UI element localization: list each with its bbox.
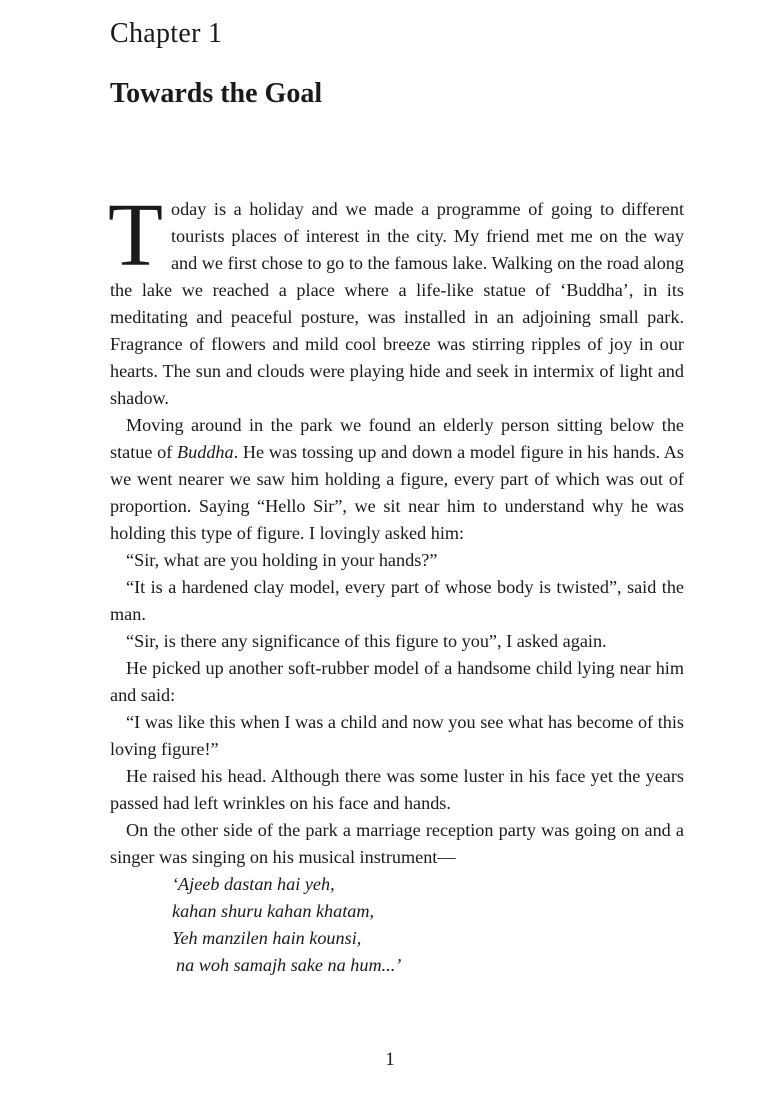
chapter-title: Towards the Goal bbox=[110, 78, 323, 109]
paragraph-7: “I was like this when I was a child and now you see what has become of this loving figure!” bbox=[110, 712, 684, 759]
chapter-body bbox=[108, 186, 684, 979]
chapter-label: Chapter 1 bbox=[110, 18, 223, 49]
verse-line: na woh samajh sake na hum...’ bbox=[176, 955, 402, 975]
verse-line: Yeh manzilen hain kounsi, bbox=[172, 928, 362, 948]
verse-line: kahan shuru kahan khatam, bbox=[172, 901, 375, 921]
paragraph-9: On the other side of the park a marriage reception party was going on and a singer was singing on his musical instrument— bbox=[110, 820, 684, 867]
song-verse bbox=[110, 871, 684, 979]
paragraph-1-text: oday is a holiday and we made a programme of going to different tourists places of interest in the city. My friend met me on the way and we first chose to go to the famous lake. Walking on the road along the lake we reached a place where a life-like statue of ‘Buddha’, in its meditating and peaceful posture, was installed in an adjoining small park. Fragrance of flowers and mild cool breeze was stirring ripples of joy in our hearts. The sun and clouds were playing hide and seek in intermix of light and shadow. bbox=[110, 199, 684, 408]
paragraph-5: “Sir, is there any significance of this figure to you”, I asked again. bbox=[126, 631, 607, 651]
drop-cap: T bbox=[108, 186, 163, 285]
paragraph-8: He raised his head. Although there was some luster in his face yet the years passed had left wrinkles on his face and hands. bbox=[110, 766, 684, 813]
paragraph-4: “It is a hardened clay model, every part of whose body is twisted”, said the man. bbox=[110, 577, 684, 624]
paragraph-2-text-before: Moving around in the park we found an elderly person sitting below the statue of bbox=[110, 415, 684, 462]
paragraph-2-italic: Buddha bbox=[177, 442, 234, 462]
page-number: 1 bbox=[385, 1049, 395, 1070]
paragraph-2-text-after: . He was tossing up and down a model figure in his hands. As we went nearer we saw him holding a figure, every part of which was out of proportion. Saying “Hello Sir”, we sit near him to understand why he was holding this type of figure. I lovingly asked him: bbox=[110, 442, 684, 543]
paragraph-1 bbox=[108, 186, 684, 412]
paragraph-6: He picked up another soft-rubber model of a handsome child lying near him and said: bbox=[110, 658, 684, 705]
paragraph-3: “Sir, what are you holding in your hands?” bbox=[126, 550, 438, 570]
verse-line: ‘Ajeeb dastan hai yeh, bbox=[172, 874, 335, 894]
paragraph-2 bbox=[110, 412, 684, 547]
